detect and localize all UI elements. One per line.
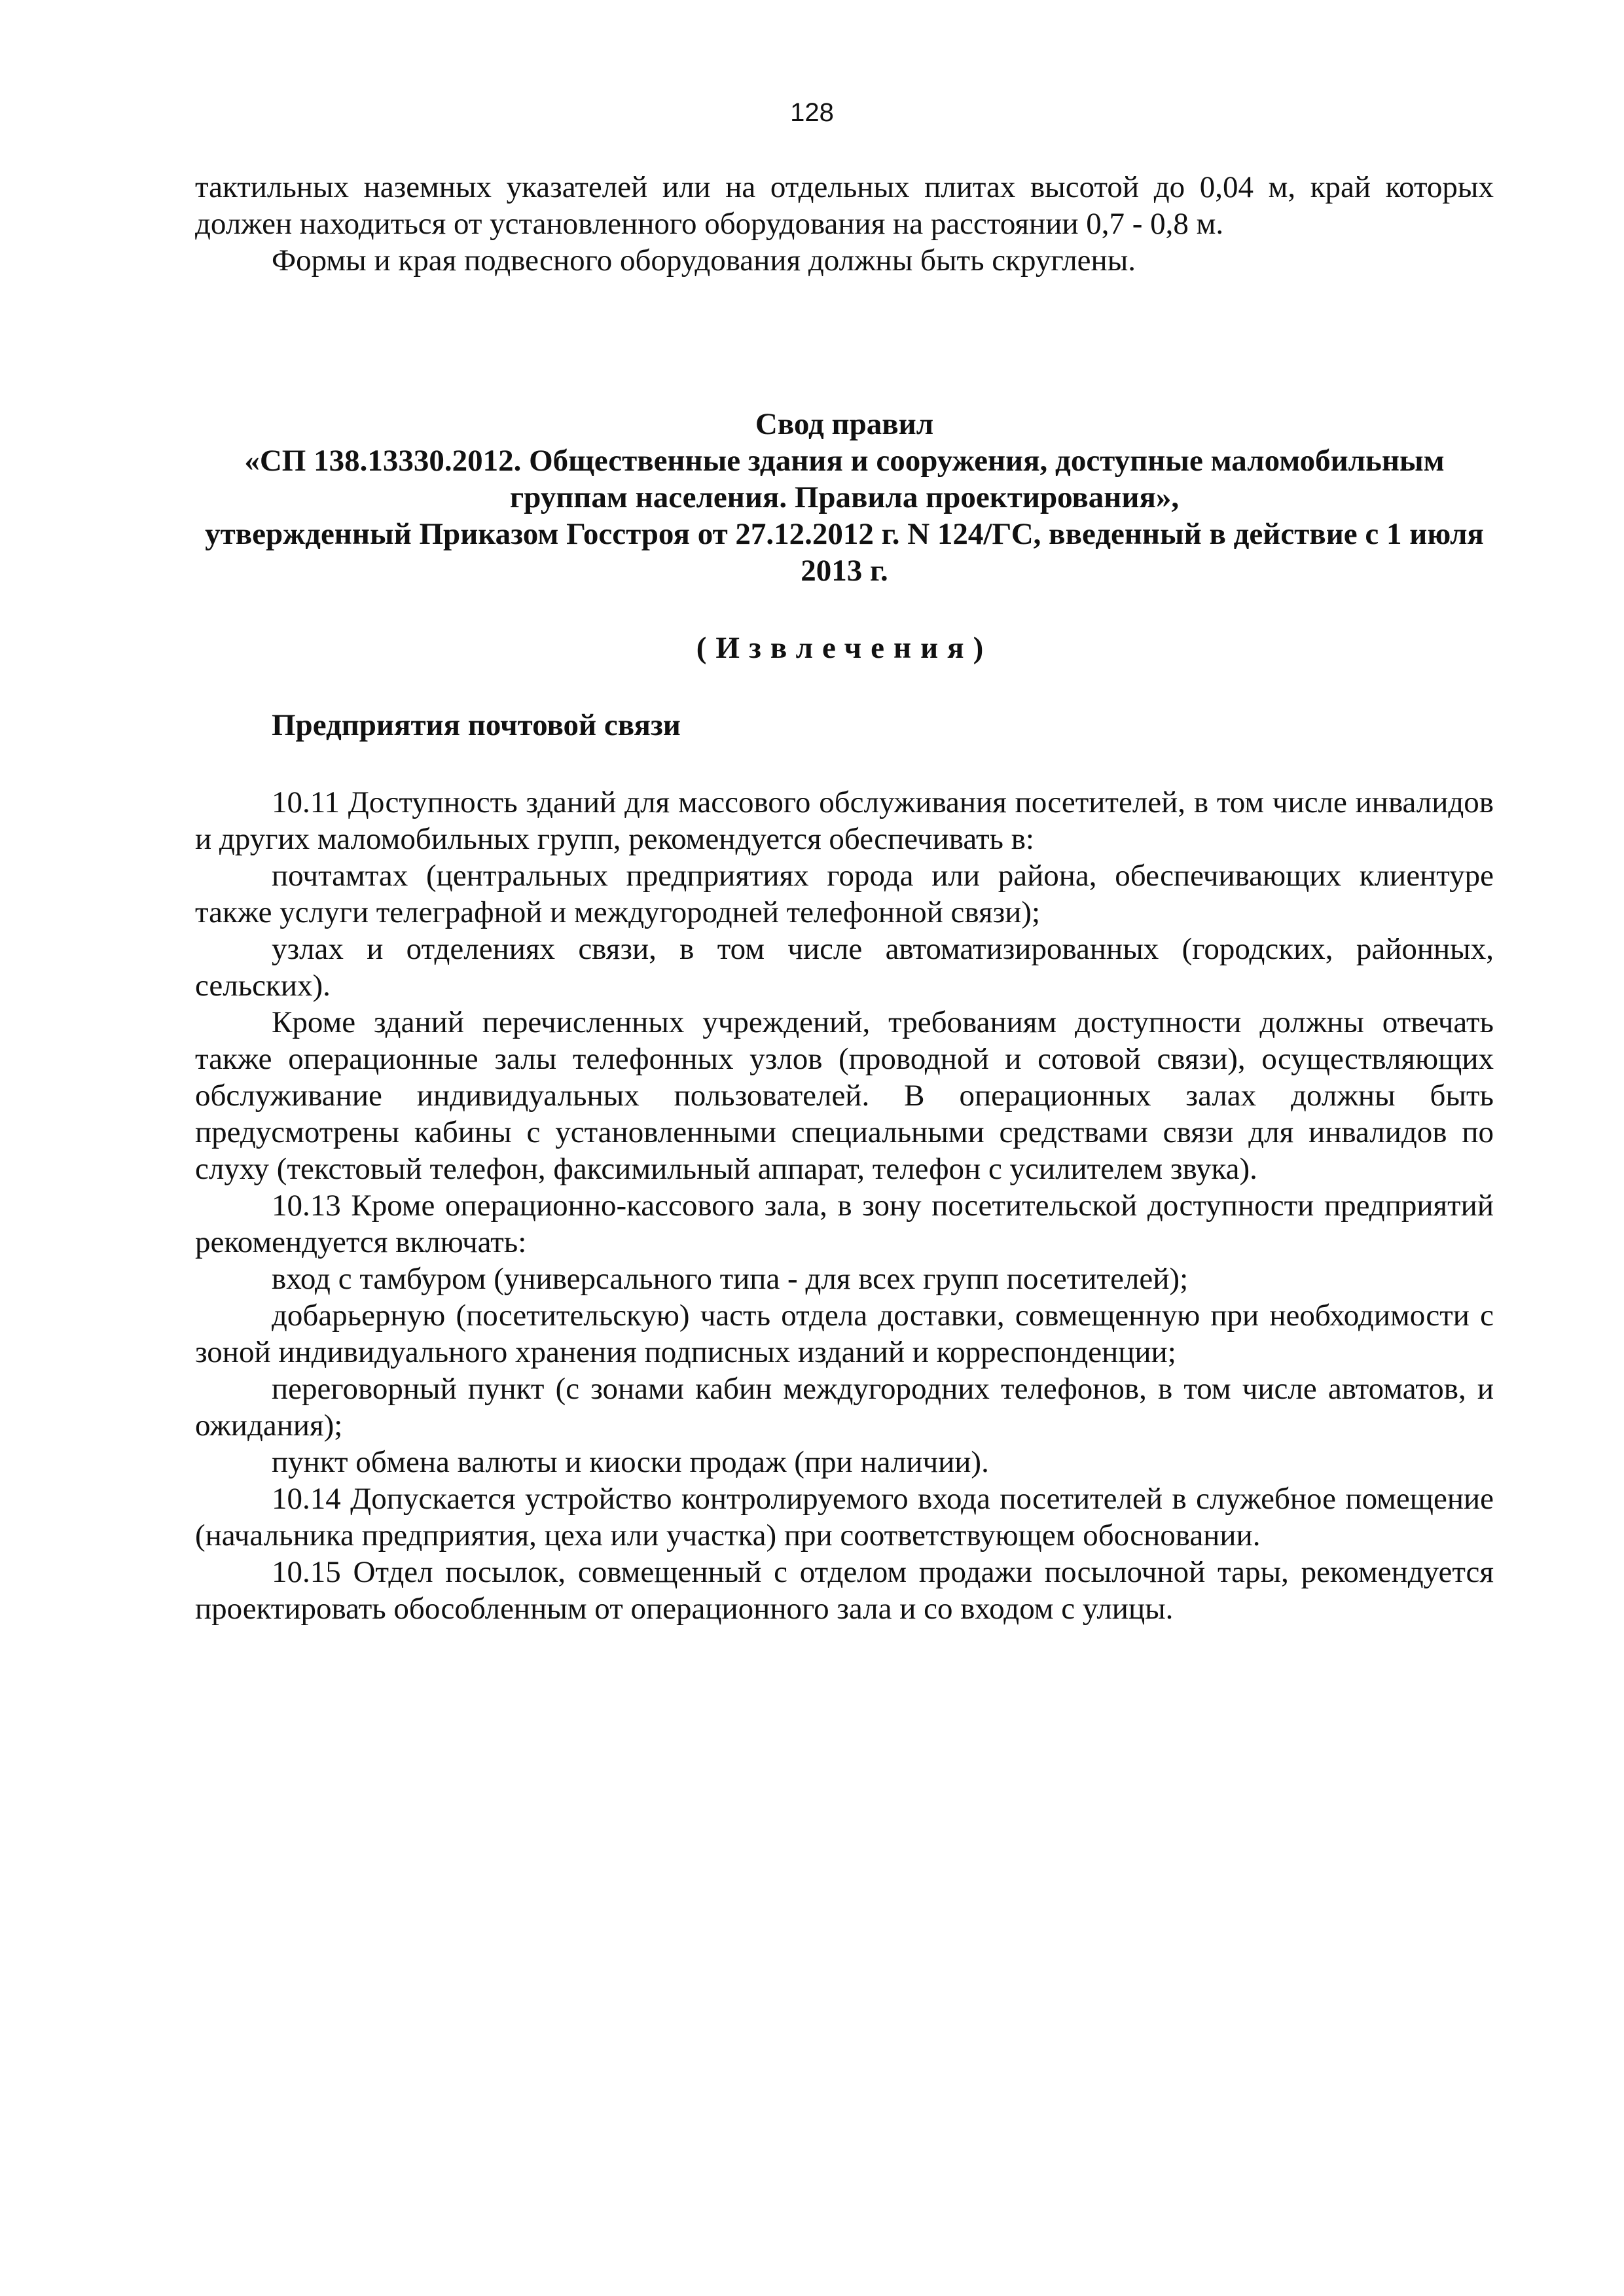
intro-continuation: тактильных наземных указателей или на отдельных плитах высотой до 0,04 м, край которых должен находиться от установленного оборудования на расстоянии 0,7 - 0,8 м. xyxy=(195,170,1494,241)
page-number: 128 xyxy=(790,98,834,127)
heading-line-title: Свод правил xyxy=(755,407,934,441)
paragraph-10-14: 10.14 Допускается устройство контролируемого входа посетителей в служебное помещение (начальника предприятия, цеха или участка) при соответствующем обосновании. xyxy=(195,1482,1494,1552)
document-heading xyxy=(195,406,1494,589)
paragraph-10-13: 10.13 Кроме операционно-кассового зала, в зону посетительской доступности предприятий рекомендуется включать: xyxy=(195,1189,1494,1259)
intro-rounded-paragraph: Формы и края подвесного оборудования должны быть скруглены. xyxy=(272,243,1136,278)
paragraph-currency-exchange: пункт обмена валюты и киоски продаж (при наличии). xyxy=(272,1445,989,1479)
excerpt-label: (Извлечения) xyxy=(696,631,993,665)
document-body xyxy=(195,169,1494,1627)
paragraph-delivery-department: добарьерную (посетительскую) часть отдела доставки, совмещенную при необходимости с зоной индивидуального хранения подписных изданий и корреспонденции; xyxy=(195,1299,1494,1369)
paragraph-vestibule-entrance: вход с тамбуром (универсального типа - для всех групп посетителей); xyxy=(272,1262,1189,1296)
paragraph-10-15: 10.15 Отдел посылок, совмещенный с отделом продажи посылочной тары, рекомендуется проектировать обособленным от операционного зала и со входом с улицы. xyxy=(195,1555,1494,1626)
paragraph-operation-halls: Кроме зданий перечисленных учреждений, требованиям доступности должны отвечать также операционные залы телефонных узлов (проводной и сотовой связи), осуществляющих обслуживание индивидуальных пользователей. В операционных залах должны быть предусмотрены кабины с установленными специальными средствами связи для инвалидов по слуху (текстовый телефон, факсимильный аппарат, телефон с усилителем звука). xyxy=(195,1005,1494,1186)
section-title: Предприятия почтовой связи xyxy=(272,708,681,742)
paragraph-communication-nodes: узлах и отделениях связи, в том числе автоматизированных (городских, районных, сельских). xyxy=(195,932,1494,1003)
heading-line-code: «СП 138.13330.2012. Общественные здания и сооружения, доступные маломобильным группам населения. Правила проектирования», xyxy=(244,444,1445,514)
paragraph-10-11: 10.11 Доступность зданий для массового обслуживания посетителей, в том числе инвалидов и других маломобильных групп, рекомендуется обеспечивать в: xyxy=(195,785,1494,856)
paragraph-call-point: переговорный пункт (с зонами кабин междугородних телефонов, в том числе автоматов, и ожидания); xyxy=(195,1372,1494,1443)
section-body xyxy=(195,784,1494,1627)
paragraph-post-offices: почтамтах (центральных предприятиях города или района, обеспечивающих клиентуре также услуги телеграфной и междугородней телефонной связи); xyxy=(195,859,1494,929)
heading-line-approval: утвержденный Приказом Госстроя от 27.12.2012 г. N 124/ГС, введенный в действие с 1 июля 2013 г. xyxy=(205,517,1484,588)
